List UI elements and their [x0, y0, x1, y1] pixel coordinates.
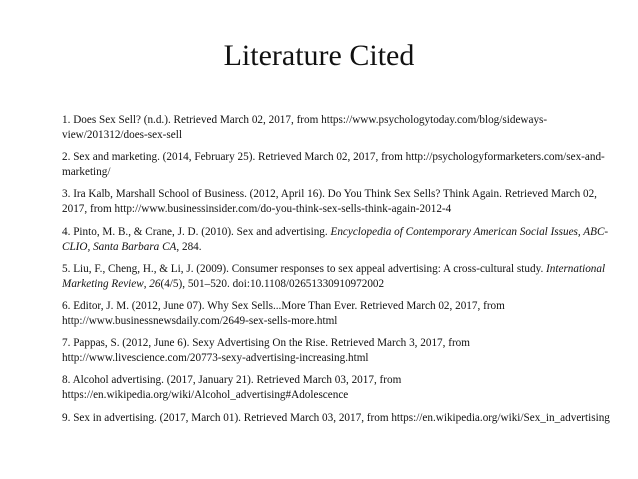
reference-item: 6. Editor, J. M. (2012, June 07). Why Sex Sells...More Than Ever. Retrieved March 02, 2017, from http://www.businessnewsdaily.com/2649-sex-sells-more.html	[62, 299, 505, 327]
reference-item: 8. Alcohol advertising. (2017, January 21). Retrieved March 03, 2017, from https://en.wikipedia.org/wiki/Alcohol_advertising#Adolescence	[62, 374, 402, 402]
reference-item: 7. Pappas, S. (2012, June 6). Sexy Advertising On the Rise. Retrieved March 3, 2017, from http://www.livescience.com/20773-sexy-advertising-increasing.html	[62, 337, 470, 365]
reference-text: ,	[143, 277, 150, 290]
reference-item	[62, 225, 610, 255]
reference-text: 5. Liu, F., Cheng, H., & Li, J. (2009). Consumer responses to sex appeal advertising: A cross‐cultural study.	[62, 262, 547, 275]
reference-text: , 284.	[176, 240, 202, 253]
reference-text: 4. Pinto, M. B., & Crane, J. D. (2010). Sex and advertising.	[62, 225, 331, 238]
reference-volume: 26	[149, 277, 161, 290]
reference-item: 1. Does Sex Sell? (n.d.). Retrieved March 02, 2017, from https://www.psychologytoday.com/blog/sideways-view/201312/does-sex-sell	[62, 114, 548, 141]
reference-item: 9. Sex in advertising. (2017, March 01). Retrieved March 03, 2017, from https://en.wikipedia.org/wiki/Sex_in_advertising	[62, 411, 610, 424]
slide-title: Literature Cited	[223, 39, 415, 72]
reference-text: (4/5), 501–520. doi:10.1108/02651330910972002	[160, 277, 385, 290]
reference-item: 3. Ira Kalb, Marshall School of Business. (2012, April 16). Do You Think Sex Sells? Think Again. Retrieved March 02, 2017, from http://www.businessinsider.com/do-you-think-sex-sells-think-again-2012-4	[62, 188, 597, 216]
reference-list	[62, 113, 610, 433]
reference-source-title: Encyclopedia of Contemporary American Social Issues, ABC-CLIO, Santa Barbara CA	[62, 225, 609, 253]
reference-item: 2. Sex and marketing. (2014, February 25). Retrieved March 02, 2017, from http://psychologyformarketers.com/sex-and-marketing/	[62, 151, 605, 179]
reference-journal-title: International Marketing Review	[62, 262, 606, 290]
reference-item	[62, 262, 610, 292]
